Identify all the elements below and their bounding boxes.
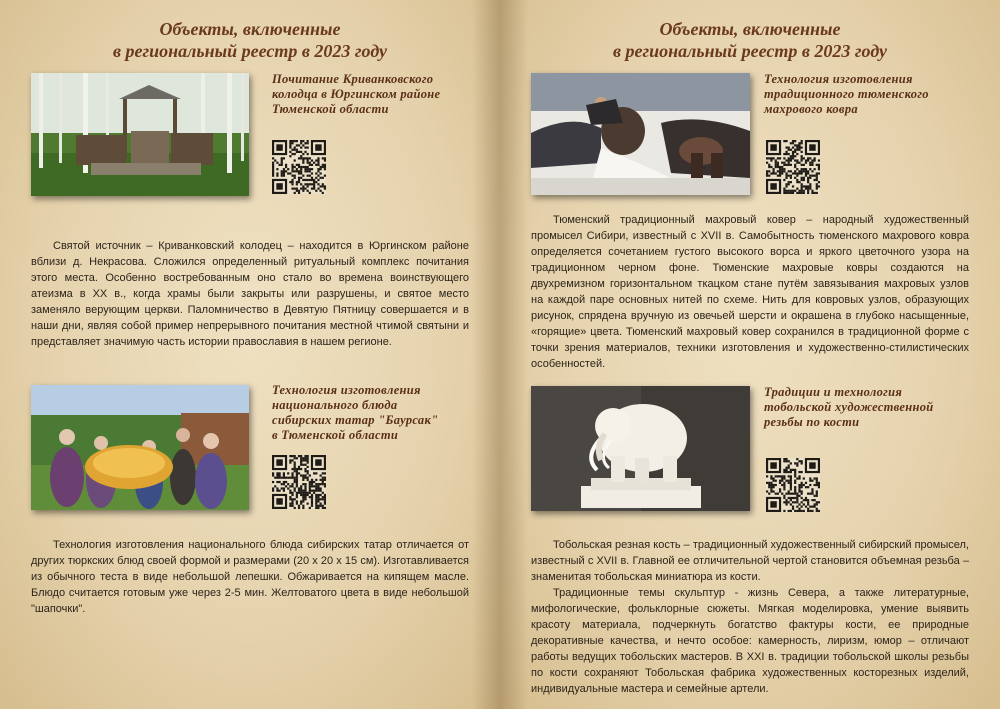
right-page bbox=[500, 0, 1000, 709]
page-heading-line-2: в региональный реестр в 2023 году bbox=[113, 41, 387, 61]
page-heading-line-2: в региональный реестр в 2023 году bbox=[613, 41, 887, 61]
item-title bbox=[272, 383, 482, 443]
item-description bbox=[531, 537, 969, 697]
item-title-line: Почитание Криванковского bbox=[272, 72, 434, 86]
item-title-line: Тюменской области bbox=[272, 102, 389, 116]
painting-photo bbox=[531, 73, 750, 195]
item-title bbox=[764, 385, 979, 430]
item-title-line: Технология изготовления bbox=[764, 72, 913, 86]
baursak-photo bbox=[31, 385, 249, 510]
qr-code-icon[interactable] bbox=[766, 140, 820, 194]
item-description bbox=[31, 238, 469, 350]
item-title-line: в Тюменской области bbox=[272, 428, 399, 442]
item-title-line: Традиции и технология bbox=[764, 385, 903, 399]
qr-code-icon[interactable] bbox=[272, 140, 326, 194]
page-heading-line-1: Объекты, включенные bbox=[159, 19, 341, 39]
item-title-line: сибирских татар "Баурсак" bbox=[272, 413, 439, 427]
item-title-line: национального блюда bbox=[272, 398, 398, 412]
item-title-line: колодца в Юргинском районе bbox=[272, 87, 441, 101]
item-title bbox=[272, 72, 482, 117]
item-title-line: традиционного тюменского bbox=[764, 87, 929, 101]
page-heading-line-1: Объекты, включенные bbox=[659, 19, 841, 39]
item-title-line: Технология изготовления bbox=[272, 383, 421, 397]
item-title bbox=[764, 72, 979, 117]
bone-carving-photo bbox=[531, 386, 750, 511]
item-description-text: Тобольская резная кость – традиционный художественный сибирский промысел, известный с XVII в. Главной ее отличительной чертой становится объемная резьба – знаменитая тобольская миниатюра из кости. bbox=[531, 539, 969, 583]
item-title-line: резьбы по кости bbox=[764, 415, 860, 429]
item-description-text: Технология изготовления национального блюда сибирских татар отличается от других тюркских блюд своей формой и размерами (20 х 20 х 15 см). Изготавливается из обычного теста в виде небольшой лепешки. Обжаривается на кипящем масле. Блюдо считается готовым уже через 2-5 мин. Желтоватого цвета в виде небольшой "шапочки". bbox=[31, 539, 469, 615]
item-title-line: махрового ковра bbox=[764, 102, 858, 116]
item-description-text: Тюменский традиционный махровый ковер – народный художественный промысел Сибири, известный с XVII в. Самобытность тюменского махрового ковра определяется сочетанием густого высокого ворса и яркого цветочного узора на традиционном черном фоне. Тюменские махровые ковры создаются на двухремизном горизонтальном ткацком стане путём завязывания махровых узлов на каждой паре основных нитей по схеме. Нить для ковровых узлов, образующих рисунок, спрядена вручную из овечьей шерсти и окрашена в глубоко насыщенные, «горящие» цвета. Тюменский махровый ковер сохранился в традиционной форме с точки зрения материалов, техники изготовления и художественно-стилистических особенностей. bbox=[531, 214, 969, 370]
qr-code-icon[interactable] bbox=[272, 455, 326, 509]
item-description-text: Святой источник – Криванковский колодец – находится в Юргинском районе вблизи д. Некрасова. Сложился определенный ритуальный комплекс почитания этого места. Особенно востребованным оно стало во времена воинствующего атеизма в XX в., когда храмы были закрыты или разрушены, и святое место заменяло верующим церкви. Паломничество в Девятую Пятницу совершается и в наши дни, являя собой пример непрерывного почитания местной чтимой святыни и представляет значимую часть истории православия в нашем регионе. bbox=[31, 240, 469, 348]
page-heading bbox=[0, 18, 500, 62]
item-description bbox=[531, 212, 969, 372]
well-photo bbox=[31, 73, 249, 196]
qr-code-icon[interactable] bbox=[766, 458, 820, 512]
item-description-text: Традиционные темы скульптур - жизнь Севера, а также литературные, мифологические, фольклорные сюжеты. Мягкая моделировка, умение выявить красоту материала, подчеркнуть богатство фактуры кости, ее природные декоративные качества, и нечто особое: камерность, лиризм, юмор – отличают работы ведущих тобольских мастеров. В XXI в. традиции тобольской школы резьбы по кости сохраняют Тобольская фабрика художественных косторезных изделий, индивидуальные мастера и семейные артели. bbox=[531, 587, 969, 695]
item-description bbox=[31, 537, 469, 617]
item-title-line: тобольской художественной bbox=[764, 400, 934, 414]
page-heading bbox=[500, 18, 1000, 62]
